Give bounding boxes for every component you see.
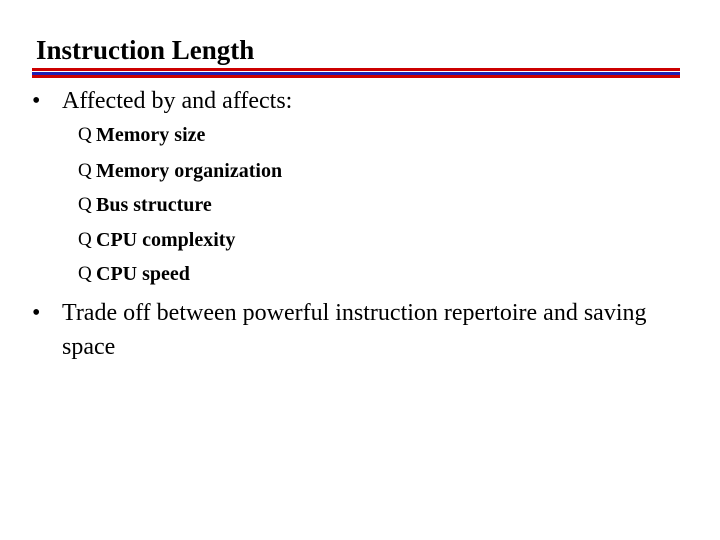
subitem-text: CPU complexity xyxy=(96,229,236,251)
bullet-text: Trade off between powerful instruction repertoire and saving space xyxy=(62,300,647,360)
subitem-memory-organization xyxy=(78,156,282,186)
title-rule-red-bottom xyxy=(32,75,680,78)
subitem-bus-structure xyxy=(78,190,212,220)
q-icon: Q xyxy=(78,194,92,215)
q-icon: Q xyxy=(78,229,92,250)
subitem-cpu-complexity xyxy=(78,225,235,255)
bullet-text: Affected by and affects: xyxy=(62,88,293,114)
subitem-text: CPU speed xyxy=(96,263,190,285)
bullet-affected xyxy=(32,84,292,118)
subitem-text: Memory size xyxy=(96,124,206,146)
q-icon: Q xyxy=(78,263,92,284)
subitem-memory-size xyxy=(78,120,205,150)
bullet-dot-icon: • xyxy=(32,300,41,326)
subitem-text: Memory organization xyxy=(96,160,283,182)
q-icon: Q xyxy=(78,160,92,181)
bullet-dot-icon: • xyxy=(32,88,41,114)
bullet-trade-off xyxy=(32,296,687,364)
subitem-cpu-speed xyxy=(78,259,190,289)
slide-title: Instruction Length xyxy=(36,35,255,65)
q-icon: Q xyxy=(78,124,92,145)
subitem-text: Bus structure xyxy=(96,194,212,216)
